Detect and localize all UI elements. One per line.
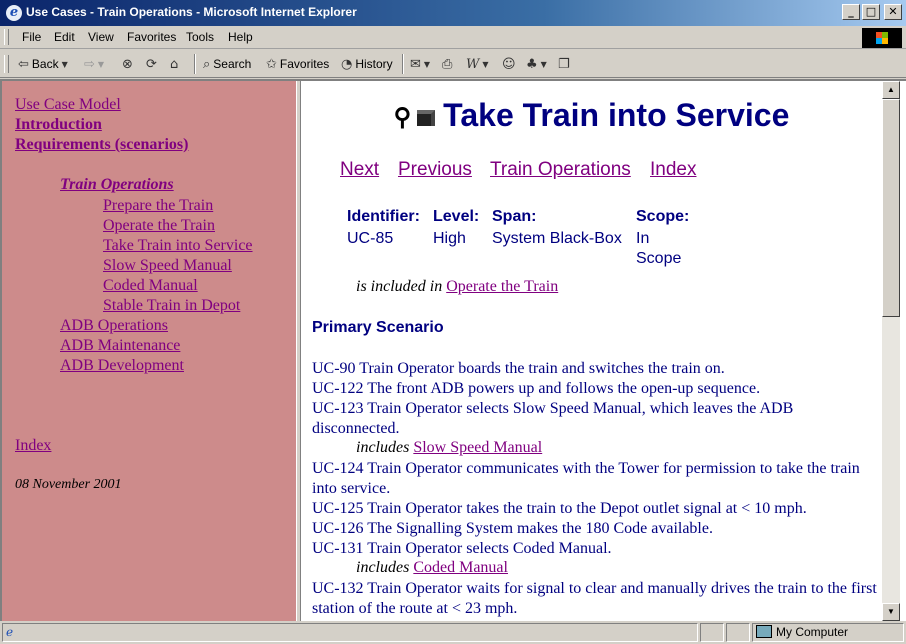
- standard-toolbar: [0, 50, 906, 78]
- menu-help[interactable]: Help: [228, 30, 253, 44]
- includes-line: [356, 439, 542, 457]
- word-edit-icon: W: [466, 56, 480, 72]
- document-date: 08 November 2001: [15, 477, 122, 492]
- stop-icon: ⊗: [122, 56, 133, 72]
- scenario-step: UC-132 Train Operator waits for signal to clear and manually drives the train to the first station of the route at < 23 mph.: [312, 580, 877, 617]
- discuss-button[interactable]: [502, 55, 516, 73]
- includes-line: [356, 559, 508, 577]
- left-frame: [2, 81, 296, 621]
- search-button[interactable]: [203, 55, 251, 73]
- related-button[interactable]: [558, 55, 570, 73]
- favorites-label: Favorites: [279, 57, 330, 71]
- search-icon: ⌕: [203, 56, 211, 72]
- content-frame: [301, 81, 882, 621]
- status-bar: [0, 621, 906, 644]
- identifier-value: UC-85: [347, 230, 394, 247]
- scroll-up-icon[interactable]: ▲: [882, 81, 900, 99]
- introduction-link[interactable]: Introduction: [15, 116, 102, 133]
- menu-tools[interactable]: Tools: [186, 30, 215, 44]
- cube-icon: [417, 110, 435, 126]
- toolbar-separator: [402, 54, 404, 74]
- chevron-down-icon[interactable]: ▼: [540, 59, 547, 69]
- back-label: Back: [31, 57, 59, 71]
- forward-button[interactable]: [84, 55, 104, 73]
- mail-button[interactable]: [410, 55, 430, 73]
- scope-label: Scope:: [636, 208, 690, 225]
- scenario-step: UC-131 Train Operator selects Coded Manual.: [312, 540, 612, 557]
- scroll-thumb[interactable]: [882, 99, 900, 317]
- menu-grip[interactable]: [4, 29, 9, 45]
- status-pane: [700, 623, 724, 642]
- windows-flag-icon: [876, 32, 888, 44]
- browser-viewport: [0, 79, 906, 621]
- refresh-icon: ⟳: [146, 56, 157, 72]
- menu-bar: [0, 26, 906, 49]
- print-icon: ⎙: [442, 56, 453, 72]
- search-label: Search: [213, 57, 252, 71]
- home-button[interactable]: [170, 55, 178, 73]
- favorites-button[interactable]: [266, 55, 329, 73]
- scope-value: In Scope: [636, 230, 682, 267]
- minimize-button[interactable]: _: [842, 4, 860, 20]
- discuss-icon: ☺: [502, 56, 516, 72]
- adb-development-link[interactable]: ADB Development: [60, 357, 184, 374]
- chevron-down-icon[interactable]: ▼: [97, 59, 105, 69]
- key-icon: ⚲: [393, 104, 412, 132]
- title-bar: [0, 0, 906, 26]
- index-nav-link[interactable]: Index: [650, 159, 697, 180]
- identifier-label: Identifier:: [347, 208, 420, 225]
- chevron-down-icon[interactable]: ▼: [61, 59, 68, 69]
- scenario-step: UC-126 The Signalling System makes the 180 Code available.: [312, 520, 713, 537]
- security-zone-label: My Computer: [776, 625, 849, 639]
- use-case-model-link[interactable]: Use Case Model: [15, 96, 121, 113]
- slow-speed-manual-included-link[interactable]: Slow Speed Manual: [413, 439, 543, 456]
- home-icon: ⌂: [170, 56, 179, 72]
- prepare-the-train-link[interactable]: Prepare the Train: [103, 197, 214, 214]
- train-operations-link[interactable]: Train Operations: [60, 176, 174, 193]
- scenario-step: UC-122 The front ADB powers up and follows the open-up sequence.: [312, 380, 761, 397]
- primary-scenario-heading: Primary Scenario: [312, 319, 444, 336]
- vertical-scrollbar[interactable]: [882, 81, 900, 621]
- windows-logo: [862, 28, 902, 48]
- menu-view[interactable]: View: [88, 30, 114, 44]
- history-icon: ◔: [341, 56, 353, 72]
- page-loaded-icon: ℯ: [6, 625, 14, 639]
- messenger-icon: ♣: [526, 56, 538, 72]
- arrow-right-icon: ⇨: [84, 56, 95, 72]
- computer-icon: [756, 625, 772, 638]
- history-button[interactable]: [341, 55, 393, 73]
- arrow-left-icon: ⇦: [18, 56, 29, 72]
- included-in-line: [356, 278, 558, 296]
- ie-logo-icon[interactable]: e: [6, 5, 22, 21]
- span-value: System Black-Box: [492, 230, 622, 247]
- edit-button[interactable]: [466, 55, 489, 73]
- included-in-prefix: is included in: [356, 278, 443, 295]
- status-main-pane: [2, 623, 698, 642]
- menu-favorites[interactable]: Favorites: [127, 30, 177, 44]
- coded-manual-included-link[interactable]: Coded Manual: [413, 559, 508, 576]
- take-train-into-service-link[interactable]: Take Train into Service: [103, 237, 253, 254]
- close-button[interactable]: ✕: [884, 4, 902, 20]
- scroll-down-icon[interactable]: ▼: [882, 603, 900, 621]
- copy-icon: ❐: [558, 56, 570, 72]
- scenario-step: UC-124 Train Operator communicates with the Tower for permission to take the train into service.: [312, 460, 860, 497]
- chevron-down-icon[interactable]: ▼: [482, 59, 489, 69]
- stable-train-in-depot-link[interactable]: Stable Train in Depot: [103, 297, 241, 314]
- status-pane: [726, 623, 750, 642]
- toolbar-grip[interactable]: [4, 55, 9, 73]
- favorites-star-icon: ✩: [266, 56, 277, 72]
- span-label: Span:: [492, 208, 537, 225]
- level-label: Level:: [433, 208, 480, 225]
- operate-the-train-included-link[interactable]: Operate the Train: [446, 278, 559, 295]
- scenario-step: UC-123 Train Operator selects Slow Speed Manual, which leaves the ADB disconnected.: [312, 400, 794, 437]
- level-value: High: [433, 230, 466, 247]
- includes-prefix: includes: [356, 559, 410, 576]
- mail-icon: ✉: [410, 56, 421, 72]
- train-operations-nav-link[interactable]: Train Operations: [490, 159, 631, 180]
- back-button[interactable]: [18, 55, 68, 73]
- previous-link[interactable]: Previous: [398, 159, 472, 180]
- refresh-button[interactable]: [146, 55, 157, 73]
- operate-the-train-link[interactable]: Operate the Train: [103, 217, 215, 234]
- adb-maintenance-link[interactable]: ADB Maintenance: [60, 337, 181, 354]
- chevron-down-icon[interactable]: ▼: [423, 59, 431, 69]
- print-button[interactable]: [442, 55, 452, 73]
- page-title-text: Take Train into Service: [443, 97, 790, 133]
- scenario-step: UC-125 Train Operator takes the train to the Depot outlet signal at < 10 mph.: [312, 500, 807, 517]
- includes-prefix: includes: [356, 439, 410, 456]
- slow-speed-manual-link[interactable]: Slow Speed Manual: [103, 257, 232, 274]
- next-link[interactable]: Next: [340, 159, 380, 180]
- coded-manual-link[interactable]: Coded Manual: [103, 277, 198, 294]
- stop-button[interactable]: [122, 55, 133, 73]
- messenger-button[interactable]: [526, 55, 547, 73]
- menu-file[interactable]: File: [22, 30, 42, 44]
- toolbar-separator: [194, 54, 196, 74]
- maximize-button[interactable]: □: [862, 4, 880, 20]
- adb-operations-link[interactable]: ADB Operations: [60, 317, 168, 334]
- page-title: [301, 97, 882, 134]
- index-link[interactable]: Index: [15, 437, 52, 454]
- menu-edit[interactable]: Edit: [54, 30, 75, 44]
- requirements-link[interactable]: Requirements (scenarios): [15, 136, 189, 153]
- window-title: Use Cases - Train Operations - Microsoft Internet Explorer: [26, 5, 357, 19]
- scenario-step: UC-90 Train Operator boards the train and switches the train on.: [312, 360, 725, 377]
- history-label: History: [355, 57, 393, 71]
